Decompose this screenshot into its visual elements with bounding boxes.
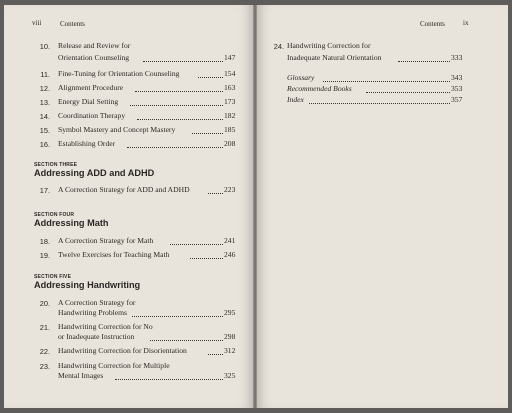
toc-entry-page: 298 [224,332,236,341]
toc-entry-number: 15. [39,126,50,135]
dot-leader [398,61,450,62]
dot-leader [132,316,223,317]
toc-entry-title: Handwriting Correction for Multiple [58,361,170,370]
dot-leader [192,133,223,134]
section-title: Addressing ADD and ADHD [34,168,155,178]
toc-entry-page: 223 [224,185,236,194]
toc-entry-number: 19. [39,251,50,260]
toc-entry-page: 173 [224,97,236,106]
toc-entry-page: 333 [451,53,463,62]
toc-entry-number: 11. [40,70,50,79]
toc-entry-number: 17. [39,186,50,195]
dot-leader [208,193,223,194]
toc-entry-title: A Correction Strategy for ADD and ADHD [58,185,190,194]
toc-entry-title: Establishing Order [58,139,116,148]
dot-leader [127,147,223,148]
right-page [257,5,508,408]
toc-entry-number: 23. [39,362,50,371]
dot-leader [323,81,450,82]
toc-entry-title-cont: or Inadequate Instruction [58,332,135,341]
toc-entry-title: Twelve Exercises for Teaching Math [58,250,170,259]
toc-entry-page: 241 [224,236,236,245]
toc-entry-page: 325 [224,371,236,380]
back-matter-page: 343 [451,73,463,82]
right-page-number: ix [463,19,469,27]
toc-entry-title: Energy Dial Setting [58,97,119,106]
section-label: SECTION FOUR [34,212,75,218]
toc-entry-title-cont: Handwriting Problems [58,308,127,317]
toc-entry-title: Symbol Mastery and Concept Mastery [58,125,176,134]
back-matter-page: 353 [451,84,463,93]
dot-leader [366,92,450,93]
section-title: Addressing Handwriting [34,280,141,290]
toc-entry-number: 10. [39,42,50,51]
dot-leader [198,77,223,78]
dot-leader [115,379,223,380]
dot-leader [130,105,223,106]
toc-entry-title-cont: Orientation Counseling [58,53,130,62]
toc-entry-title: Release and Review for [58,41,131,50]
toc-entry-number: 22. [39,347,50,356]
toc-entry-number: 12. [39,84,50,93]
toc-entry-title: Handwriting Correction for No [58,322,153,331]
toc-entry-title-cont: Mental Images [58,371,104,380]
left-page-number: viii [32,19,42,27]
toc-entry-title-cont: Inadequate Natural Orientation [287,53,382,62]
dot-leader [170,244,223,245]
toc-entry-number: 14. [39,112,50,121]
toc-entry-page: 185 [224,125,236,134]
back-matter-title: Glossary [287,73,315,82]
section-title: Addressing Math [34,218,109,228]
toc-entry-number: 18. [39,237,50,246]
dot-leader [309,103,450,104]
toc-entry-number: 21. [39,323,50,332]
toc-entry-page: 208 [224,139,236,148]
toc-entry-number: 24. [273,42,284,51]
toc-entry-page: 163 [224,83,236,92]
toc-entry-page: 154 [224,69,236,78]
toc-entry-title: A Correction Strategy for Math [58,236,154,245]
dot-leader [208,354,223,355]
toc-entry-title: Alignment Procedure [58,83,124,92]
back-matter-title: Recommended Books [287,84,352,93]
dot-leader [143,61,223,62]
toc-entry-page: 246 [224,250,236,259]
toc-entry-title: Handwriting Correction for Disorientation [58,346,187,355]
right-header-title: Contents [420,20,445,28]
toc-entry-page: 312 [224,346,236,355]
toc-entry-number: 16. [39,140,50,149]
back-matter-page: 357 [451,95,463,104]
dot-leader [135,91,223,92]
toc-entry-page: 147 [224,53,236,62]
back-matter-title: Index [287,95,304,104]
left-header-title: Contents [60,20,85,28]
dot-leader [190,258,223,259]
section-label: SECTION THREE [34,162,78,168]
toc-entry-title: Handwriting Correction for [287,41,371,50]
section-label: SECTION FIVE [34,274,72,280]
dot-leader [150,340,223,341]
toc-entry-page: 182 [224,111,236,120]
toc-entry-title: Fine-Tuning for Orientation Counseling [58,69,180,78]
toc-entry-title: Coordination Therapy [58,111,126,120]
dot-leader [137,119,223,120]
toc-entry-title: A Correction Strategy for [58,298,136,307]
toc-entry-number: 13. [39,98,50,107]
toc-entry-page: 295 [224,308,236,317]
toc-entry-number: 20. [39,299,50,308]
